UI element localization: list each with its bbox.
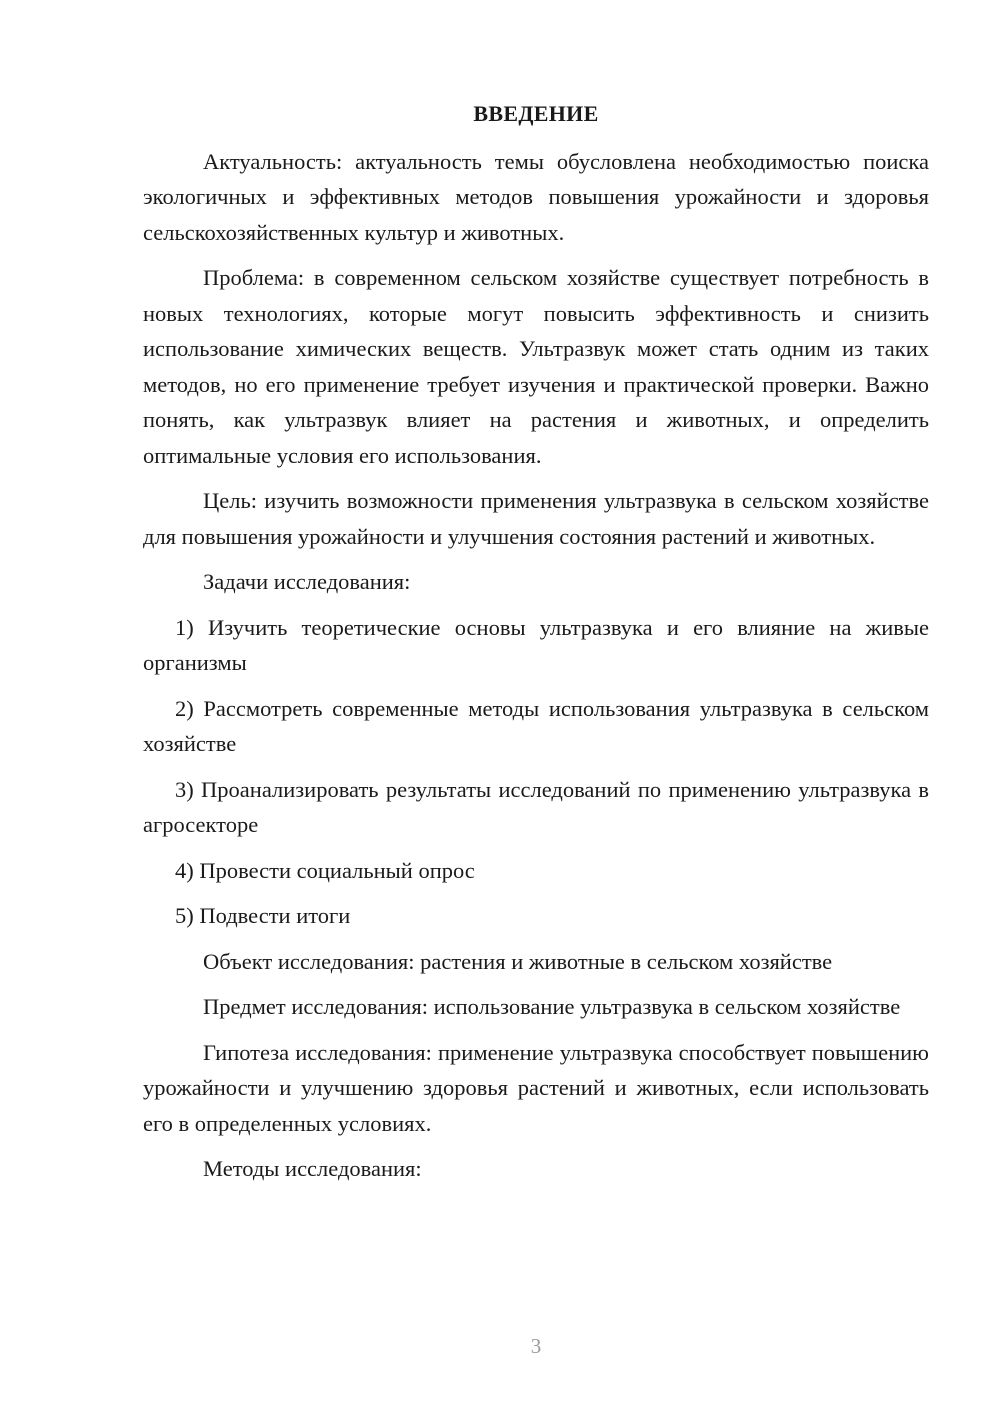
task-item: 2) Рассмотреть современные методы использования ультразвука в сельском хозяйстве (143, 695, 929, 756)
task-item: 5) Подвести итоги (175, 903, 351, 928)
problem-paragraph: Проблема: в современном сельском хозяйстве существует потребность в новых технологиях, которые могут повысить эффективность и снизить использование химических веществ. Ультразвук может стать одним из таких методов, но его применение требует изучения и практической проверки. Важно понять, как ультразвук влияет на растения и животных, и определить оптимальные условия его использования. (143, 265, 929, 468)
task-item: 4) Провести социальный опрос (175, 857, 475, 883)
page-number: 3 (530, 1334, 542, 1358)
object-paragraph: Объект исследования: растения и животные в сельском хозяйстве (203, 948, 833, 974)
tasks-heading: Задачи исследования: (203, 569, 411, 594)
document-page (143, 96, 929, 1195)
goal-paragraph: Цель: изучить возможности применения ультразвука в сельском хозяйстве для повышения урожайности и улучшения состояния растений и животных. (143, 488, 929, 549)
methods-heading: Методы исследования: (203, 1156, 422, 1181)
subject-paragraph: Предмет исследования: использование ультразвука в сельском хозяйстве (203, 994, 901, 1019)
task-item: 3) Проанализировать результаты исследований по применению ультразвука в агросекторе (143, 776, 929, 837)
section-title: ВВЕДЕНИЕ (473, 101, 599, 126)
task-item: 1) Изучить теоретические основы ультразвука и его влияние на живые организмы (143, 614, 929, 675)
hypothesis-paragraph: Гипотеза исследования: применение ультразвука способствует повышению урожайности и улучшению здоровья растений и животных, если использовать его в определенных условиях. (143, 1039, 929, 1136)
relevance-paragraph: Актуальность: актуальность темы обусловлена необходимостью поиска экологичных и эффективных методов повышения урожайности и здоровья сельскохозяйственных культур и животных. (143, 148, 929, 245)
